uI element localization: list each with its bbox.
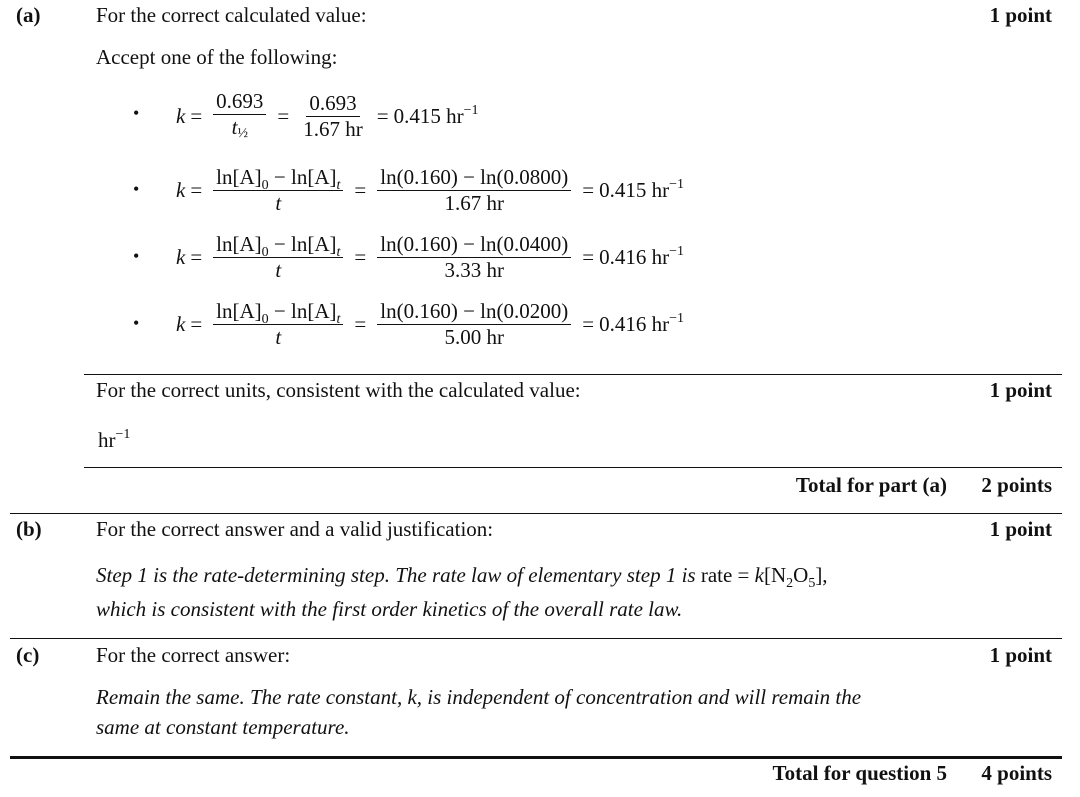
equals-sign: =	[582, 312, 595, 336]
question-total-label: Total for question 5	[772, 761, 947, 785]
part-b-answer-line-2: which is consistent with the first order kinetics of the overall rate law.	[96, 597, 683, 621]
part-a-accept-text: Accept one of the following:	[96, 45, 338, 69]
subscript-t: t	[336, 178, 341, 193]
numerator: ln(0.160) − ln(0.0800)	[377, 166, 571, 191]
equals-sign: =	[190, 178, 203, 202]
denominator-half-life	[229, 115, 251, 142]
numerator: 0.693	[213, 90, 266, 115]
part-b-answer-line-1	[96, 563, 828, 591]
result	[394, 104, 479, 129]
units-text: hr	[98, 428, 116, 452]
fraction-general	[213, 233, 343, 282]
question-total-points: 4 points	[981, 761, 1052, 785]
result	[599, 245, 684, 270]
minus-sign: −	[273, 299, 286, 323]
part-a-label: (a)	[16, 3, 41, 27]
part-c-criterion: For the correct answer:	[96, 643, 291, 667]
equation-3	[176, 233, 684, 282]
numerator: ln(0.160) − ln(0.0200)	[377, 300, 571, 325]
part-a-points: 1 point	[989, 3, 1052, 27]
o-subscript: 5	[808, 576, 816, 591]
denominator: 1.67 hr	[444, 191, 504, 215]
part-c-answer-line-2: same at constant temperature.	[96, 715, 350, 739]
minus-sign: −	[273, 165, 286, 189]
n2o5-open: [N	[763, 563, 787, 587]
k-symbol: k	[754, 563, 764, 587]
part-c-answer-line-1: Remain the same. The rate constant, k, is independent of concentration and will remain the	[96, 685, 862, 709]
ln-a: ln[A]	[291, 299, 337, 323]
equation-4	[176, 300, 684, 349]
numerator-general	[213, 166, 343, 191]
part-a-total-points: 2 points	[981, 473, 1052, 497]
n-subscript: 2	[786, 576, 794, 591]
fraction	[300, 92, 366, 141]
ln-a: ln[A]	[216, 165, 262, 189]
bullet-3: •	[133, 246, 140, 266]
equation-2	[176, 166, 684, 215]
minus-sign: −	[273, 232, 286, 256]
k-symbol: k	[176, 245, 186, 269]
result	[599, 178, 684, 203]
divider	[10, 638, 1062, 639]
bullet-1: •	[133, 103, 140, 123]
denominator-t: t	[275, 191, 282, 215]
equals-sign: =	[354, 178, 367, 202]
k-symbol: k	[176, 103, 186, 128]
subscript-t: t	[336, 245, 341, 260]
result-value: 0.416 hr	[599, 245, 670, 269]
fraction	[377, 166, 571, 215]
denominator: 1.67 hr	[303, 116, 363, 141]
ln-a: ln[A]	[216, 299, 262, 323]
fraction	[377, 233, 571, 282]
part-a-criterion: For the correct calculated value:	[96, 3, 367, 27]
equals-sign: =	[354, 312, 367, 336]
numerator: ln(0.160) − ln(0.0400)	[377, 233, 571, 258]
subscript-zero: 0	[261, 245, 269, 260]
equals-sign: =	[190, 312, 203, 336]
part-a-total-label: Total for part (a)	[795, 473, 947, 497]
part-c-points: 1 point	[989, 643, 1052, 667]
units-criterion: For the correct units, consistent with the calculated value:	[96, 378, 581, 402]
exponent: −1	[669, 177, 684, 192]
ln-a: ln[A]	[291, 165, 337, 189]
units-exponent: −1	[115, 427, 131, 442]
t-symbol: t	[231, 115, 238, 139]
part-b-label: (b)	[16, 517, 42, 541]
exponent: −1	[669, 311, 684, 326]
part-b-points: 1 point	[989, 517, 1052, 541]
denominator-t: t	[275, 258, 282, 282]
divider	[84, 374, 1062, 375]
result-value: 0.415 hr	[599, 178, 670, 202]
bullet-4: •	[133, 313, 140, 333]
equals-sign: =	[354, 245, 367, 269]
fraction	[213, 90, 266, 142]
fraction-general	[213, 166, 343, 215]
equals-sign: =	[190, 103, 203, 128]
fraction	[377, 300, 571, 349]
ln-a: ln[A]	[216, 232, 262, 256]
subscript-t: t	[336, 312, 341, 327]
divider-thick	[10, 756, 1062, 759]
part-c-label: (c)	[16, 643, 40, 667]
half-subscript: ½	[237, 126, 248, 141]
n2o5-close: ],	[815, 563, 828, 587]
numerator-general	[213, 300, 343, 325]
divider	[84, 467, 1062, 468]
subscript-zero: 0	[261, 178, 269, 193]
exponent: −1	[463, 102, 479, 118]
fraction-general	[213, 300, 343, 349]
ln-a: ln[A]	[291, 232, 337, 256]
result-value: 0.416 hr	[599, 312, 670, 336]
k-symbol: k	[176, 178, 186, 202]
equals-sign: =	[376, 103, 389, 128]
o-symbol: O	[793, 563, 809, 587]
numerator-general	[213, 233, 343, 258]
k-symbol: k	[176, 312, 186, 336]
divider	[10, 513, 1062, 514]
exponent: −1	[669, 244, 684, 259]
subscript-zero: 0	[261, 312, 269, 327]
denominator: 5.00 hr	[444, 325, 504, 349]
equals-sign: =	[582, 178, 595, 202]
units-points: 1 point	[989, 378, 1052, 402]
result	[599, 312, 684, 337]
part-b-criterion: For the correct answer and a valid justification:	[96, 517, 494, 541]
denominator-t: t	[275, 325, 282, 349]
units-answer	[98, 428, 130, 453]
result-value: 0.415 hr	[393, 103, 464, 128]
denominator: 3.33 hr	[444, 258, 504, 282]
equals-sign: =	[277, 103, 290, 128]
answer-text: Step 1 is the rate-determining step. The rate law of elementary step 1 is	[96, 563, 696, 587]
equals-sign: =	[190, 245, 203, 269]
equation-1	[176, 90, 479, 142]
equals-sign: =	[582, 245, 595, 269]
numerator: 0.693	[306, 92, 359, 117]
bullet-2: •	[133, 179, 140, 199]
rate-text: rate =	[700, 563, 755, 587]
